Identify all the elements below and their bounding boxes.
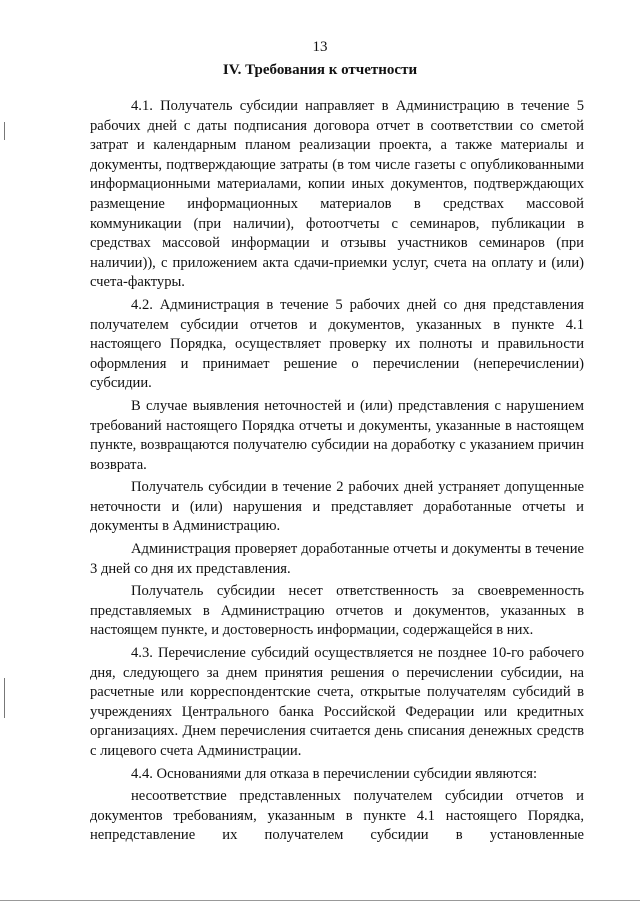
scan-edge-mark xyxy=(4,122,5,140)
paragraph-correction: Получатель субсидии в течение 2 рабочих дней устраняет допущенные неточности и (или) нарушения и представляет доработанные отчеты и документы в Администрацию. xyxy=(90,479,584,535)
document-body xyxy=(90,97,584,846)
paragraph-4-2: 4.2. Администрация в течение 5 рабочих дней со дня представления получателем субсидии отчетов и документов, указанных в пункте 4.1 настоящего Порядка, осуществляет проверку их полноты и правильности оформления и принимает решение о перечислении (неперечислении) субсидии. xyxy=(90,296,584,392)
paragraph-refusal-ground: несоответствие представленных получателем субсидии отчетов и документов требованиям, указанным в пункте 4.1 настоящего Порядка, непредставление их получателем субсидии в установленные xyxy=(90,788,584,844)
section-heading: IV. Требования к отчетности xyxy=(222,62,418,78)
paragraph-review: Администрация проверяет доработанные отчеты и документы в течение 3 дней со дня их представления. xyxy=(90,541,584,577)
paragraph-4-1: 4.1. Получатель субсидии направляет в Администрацию в течение 5 рабочих дней с даты подписания договора отчет в соответствии со сметой затрат и календарным планом реализации проекта, а также материалы и документы, подтверждающие затраты (в том числе газеты с опубликованными информационными материалами, копии иных документов, подтверждающих размещение информационных материалов в средствах массовой коммуникации (при наличии), фотоотчеты с семинаров, публикации в средствах массовой информации и отзывы участников семинаров (при наличии)), с приложением акта сдачи-приемки услуг, счета на оплату и (или) счета-фактуры. xyxy=(90,98,584,291)
paragraph-4-3: 4.3. Перечисление субсидий осуществляется не позднее 10-го рабочего дня, следующего за днем принятия решения о перечислении субсидии, на расчетные или корреспондентские счета, открытые получателям субсидий в учреждениях Центрального банка Российской Федерации или кредитных организациях. Днем перечисления считается день списания денежных средств с лицевого счета Администрации. xyxy=(90,645,584,759)
scan-edge-mark xyxy=(4,678,5,718)
paragraph-4-4: 4.4. Основаниями для отказа в перечислении субсидии являются: xyxy=(131,765,538,782)
paragraph-responsibility: Получатель субсидии несет ответственность за своевременность представляемых в Администрацию отчетов и документов, указанных в настоящем пункте, и достоверность информации, содержащейся в них. xyxy=(90,583,584,639)
scan-bottom-line xyxy=(0,900,640,901)
paragraph-inaccuracies: В случае выявления неточностей и (или) представления с нарушением требований настоящего Порядка отчеты и документы, указанные в настоящем пункте, возвращаются получателю субсидии на доработку с указанием причин возврата. xyxy=(90,397,584,473)
page-number: 13 xyxy=(312,39,328,55)
